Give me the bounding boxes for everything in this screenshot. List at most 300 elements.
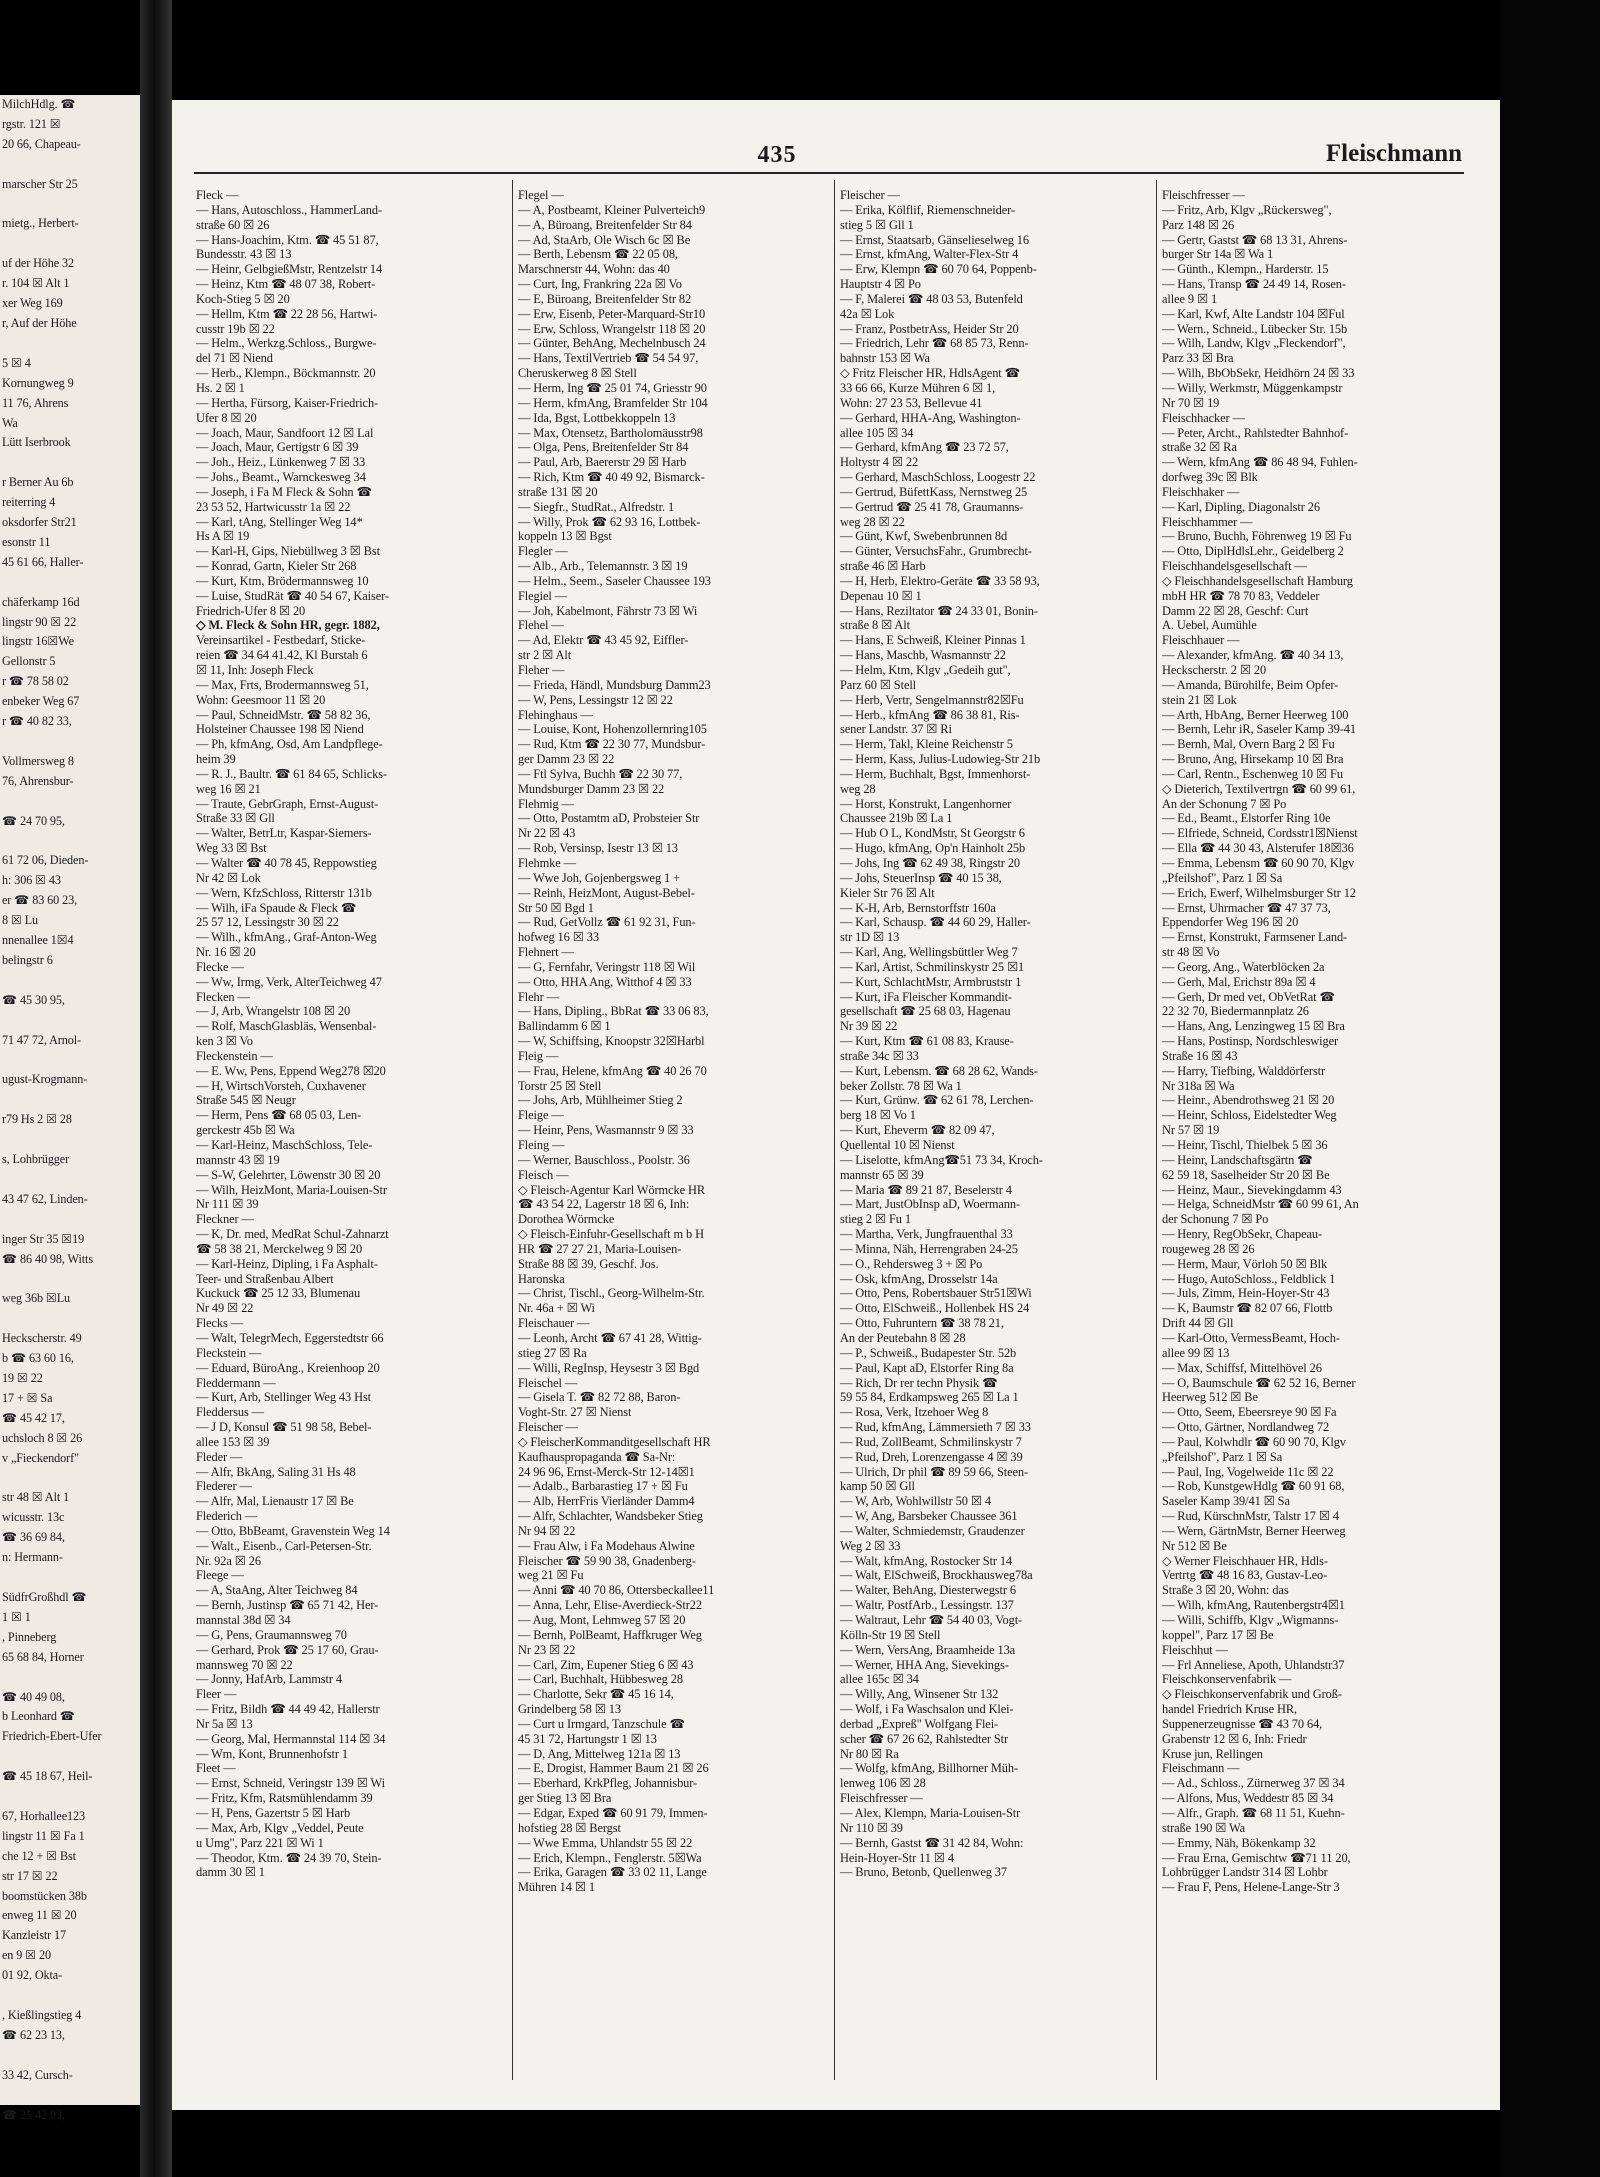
directory-entry-line: 24 96 96, Ernst-Merck-Str 12-14☒1: [518, 1464, 695, 1479]
adjacent-page-line: ☎ 62 23 13,: [2, 2027, 65, 2042]
adjacent-page-fragment: [0, 95, 140, 2122]
directory-entry-line: Fleischauer —: [518, 1316, 590, 1331]
directory-entry-line: stieg 5 ☒ Gll 1: [840, 217, 914, 232]
entry-column-3: [840, 188, 1142, 2078]
directory-entry-line: — Fritz, Kfm, Ratsmühlendamm 39: [196, 1791, 373, 1806]
directory-entry-line: Nr 23 ☒ 22: [518, 1642, 576, 1657]
directory-entry-line: — Charlotte, Sekr ☎ 45 16 14,: [518, 1687, 674, 1702]
directory-entry-line: — Rud, GetVollz ☎ 61 92 31, Fun-: [518, 915, 696, 930]
adjacent-page-line: ☎ 25 42 03,: [2, 2107, 65, 2122]
directory-entry-line: straße 131 ☒ 20: [518, 484, 598, 499]
directory-entry-line: — Wilh., kfmAng., Graf-Anton-Weg: [196, 930, 377, 945]
directory-entry-line: Fleder —: [196, 1449, 243, 1464]
directory-entry-line: — Rolf, MaschGlasbläs, Wensenbal-: [196, 1019, 377, 1034]
directory-entry-line: — Hans, Autoschloss., HammerLand-: [196, 202, 382, 217]
directory-entry-line: derbad „Expreß" Wolfgang Flei-: [840, 1716, 999, 1731]
entry-column-2: [518, 188, 820, 2078]
directory-entry-line: — S-W, Gelehrter, Löwenstr 30 ☒ 20: [196, 1167, 381, 1182]
adjacent-page-line: en 9 ☒ 20: [2, 1948, 51, 1963]
page-number: 435: [757, 142, 797, 168]
adjacent-page-line: [0, 1210, 140, 1230]
directory-entry-line: — Edgar, Exped ☎ 60 91 79, Immen-: [518, 1805, 708, 1820]
adjacent-page-line: MilchHdlg. ☎: [2, 97, 76, 111]
directory-entry-line: — Hugo, AutoSchloss., Feldblick 1: [1162, 1271, 1336, 1286]
directory-entry-line: — Joach, Maur, Sandfoort 12 ☒ Lal: [196, 425, 374, 440]
adjacent-page-line: wicusstr. 13c: [2, 1510, 65, 1525]
directory-entry-line: — Hans, Maschb, Wasmannstr 22: [840, 648, 1006, 663]
directory-entry-line: Koch-Stieg 5 ☒ 20: [196, 291, 290, 306]
directory-entry-line: — Ad., Schloss., Zürnerweg 37 ☒ 34: [1162, 1776, 1345, 1791]
directory-entry-line: beker Zollstr. 78 ☒ Wa 1: [840, 1078, 962, 1093]
adjacent-page-line: marscher Str 25: [2, 176, 78, 191]
directory-entry-line: — Erich, Klempn., Fenglerstr. 5☒Wa: [518, 1850, 702, 1865]
directory-entry-line: — W, Schiffsing, Knoopstr 32☒Harbl: [518, 1034, 705, 1049]
directory-entry-line: — Rud, Dreh, Lorenzengasse 4 ☒ 39: [840, 1449, 1023, 1464]
adjacent-page-line: Kanzleistr 17: [2, 1928, 67, 1943]
directory-entry-line: — Wern, KfzSchloss, Ritterstr 131b: [196, 885, 372, 900]
directory-entry-line: Marschnerstr 44, Wohn: das 40: [518, 262, 670, 277]
directory-entry-line: — Johs, SteuerInsp ☎ 40 15 38,: [840, 870, 1002, 885]
adjacent-page-line: [0, 2046, 140, 2066]
adjacent-page-line: mietg., Herbert-: [2, 216, 79, 231]
directory-entry-line: — Carl, Buchhalt, Hübbesweg 28: [518, 1672, 683, 1687]
adjacent-page-line: nnenallee 1☒4: [2, 933, 74, 948]
directory-entry-line: Ufer 8 ☒ 20: [196, 410, 257, 425]
directory-entry-line: — K, Baumstr ☎ 82 07 66, Flottb: [1162, 1301, 1333, 1316]
directory-entry-line: Fleck —: [196, 188, 239, 202]
column-separator: [512, 180, 513, 2080]
adjacent-page-line: , Pinneberg: [2, 1629, 57, 1644]
directory-entry-line: 22 32 70, Biedermannplatz 26: [1162, 1004, 1309, 1019]
directory-entry-line: — Ernst, kfmAng, Walter-Flex-Str 4: [840, 247, 1019, 262]
directory-entry-line: — Eduard, BüroAng., Kreienhoop 20: [196, 1360, 380, 1375]
directory-entry-line: ◇ Fleischkonservenfabrik und Groß-: [1162, 1687, 1342, 1702]
directory-entry-line: ◇ FleischerKommanditgesellschaft HR: [518, 1434, 711, 1449]
directory-entry-line: Fleischmann —: [1162, 1761, 1240, 1776]
directory-entry-line: ◇ M. Fleck & Sohn HR, gegr. 1882,: [196, 618, 380, 633]
directory-entry-line: Flehinghaus —: [518, 707, 593, 722]
directory-entry-line: Fleischel —: [518, 1375, 578, 1390]
directory-entry-line: — Arth, HbAng, Berner Heerweg 100: [1162, 707, 1349, 722]
directory-entry-line: — O, Baumschule ☎ 62 52 16, Berner: [1162, 1375, 1356, 1390]
adjacent-page-line: [0, 453, 140, 473]
directory-entry-line: — W, Arb, Wohlwillstr 50 ☒ 4: [840, 1494, 991, 1509]
directory-entry-line: Nr. 16 ☒ 20: [196, 945, 256, 960]
adjacent-page-line: [0, 832, 140, 852]
directory-entry-line: — Walter, BetrLtr, Kaspar-Siemers-: [196, 826, 372, 841]
directory-entry-line: — Frieda, Händl, Mundsburg Damm23: [518, 677, 711, 692]
directory-entry-line: — Günth., Klempn., Harderstr. 15: [1162, 262, 1329, 277]
directory-entry-line: Nr 42 ☒ Lok: [196, 870, 261, 885]
adjacent-page-line: ☎ 36 69 84,: [2, 1530, 65, 1545]
directory-entry-line: — P., Schweiß., Budapester Str. 52b: [840, 1345, 1017, 1360]
adjacent-page-line: ☎ 45 30 95,: [2, 992, 65, 1007]
directory-entry-line: Heckscherstr. 2 ☒ 20: [1162, 663, 1267, 677]
directory-entry-line: — Karl, Artist, Schmilinskystr 25 ☒1: [840, 959, 1025, 974]
adjacent-page-line: ☎ 24 70 95,: [2, 813, 65, 828]
directory-entry-line: — D, Ang, Mittelweg 121a ☒ 13: [518, 1746, 681, 1761]
directory-entry-line: — Hellm, Ktm ☎ 22 28 56, Hartwi-: [196, 306, 378, 321]
directory-entry-line: — Aug, Mont, Lehmweg 57 ☒ 20: [518, 1613, 686, 1627]
directory-entry-line: damm 30 ☒ 1: [196, 1865, 265, 1880]
directory-entry-line: — Leonh, Archt ☎ 67 41 28, Wittig-: [518, 1330, 702, 1345]
directory-entry-line: Parz 60 ☒ Stell: [840, 677, 917, 692]
directory-entry-line: Damm 22 ☒ 28, Geschf: Curt: [1162, 603, 1309, 618]
directory-entry-line: Nr 70 ☒ 19: [1162, 395, 1220, 410]
adjacent-page-line: che 12 + ☒ Bst: [2, 1848, 76, 1863]
directory-entry-line: — Walt., Eisenb., Carl-Petersen-Str.: [196, 1538, 372, 1553]
directory-entry-line: burger Str 14a ☒ Wa 1: [1162, 247, 1274, 262]
directory-entry-line: weg 16 ☒ 21: [196, 781, 261, 796]
directory-entry-line: — Bernh, Gastst ☎ 31 42 84, Wohn:: [840, 1835, 1024, 1850]
adjacent-page-line: [0, 155, 140, 175]
directory-entry-line: — Heinr, Tischl, Thielbek 5 ☒ 36: [1162, 1138, 1328, 1152]
directory-entry-line: — Wern, VersAng, Braamheide 13a: [840, 1642, 1016, 1657]
directory-entry-line: — Heinr, Pens, Wasmannstr 9 ☒ 33: [518, 1123, 694, 1138]
directory-entry-line: — Rosa, Verk, Itzehoer Weg 8: [840, 1405, 989, 1420]
directory-entry-line: — Max, Otensetz, Bartholomäusstr98: [518, 425, 703, 440]
adjacent-page-line: 45 61 66, Haller-: [2, 554, 84, 569]
directory-entry-line: — Anna, Lehr, Elise-Averdieck-Str22: [518, 1598, 702, 1613]
directory-entry-line: — Peter, Archt., Rahlstedter Bahnhof-: [1162, 425, 1349, 440]
directory-entry-line: — Emma, Lebensm ☎ 60 90 70, Klgv: [1162, 855, 1355, 870]
directory-entry-line: — H, WirtschVorsteh, Cuxhavener: [196, 1078, 366, 1093]
directory-entry-line: Fleckstein —: [196, 1345, 262, 1360]
directory-entry-line: — R. J., Baultr. ☎ 61 84 65, Schlicks-: [196, 766, 387, 781]
directory-entry-line: — Gerhard, HHA-Ang, Washington-: [840, 410, 1021, 425]
directory-entry-line: Fleischhut —: [1162, 1642, 1228, 1657]
adjacent-page-line: r79 Hs 2 ☒ 28: [2, 1112, 72, 1127]
directory-entry-line: — Max, Frts, Brodermannsweg 51,: [196, 677, 369, 692]
directory-entry-line: — Heinz, Maur., Sievekingdamm 43: [1162, 1182, 1342, 1197]
entry-column-4: [1162, 188, 1464, 2078]
directory-entry-line: weg 28: [840, 781, 876, 796]
directory-entry-line: — Rud, KürschnMstr, Talstr 17 ☒ 4: [1162, 1509, 1339, 1524]
directory-entry-line: — Elfriede, Schneid, Cordsstr1☒Nienst: [1162, 826, 1358, 841]
directory-entry-line: mbH HR ☎ 78 70 83, Veddeler: [1162, 588, 1320, 603]
directory-entry-line: 59 55 84, Erdkampsweg 265 ☒ La 1: [840, 1390, 1019, 1405]
directory-entry-line: — Hans, Postinsp, Nordschleswiger: [1162, 1034, 1339, 1049]
adjacent-page-line: lingstr 16☒We: [2, 634, 74, 649]
directory-entry-line: Fleet —: [196, 1761, 236, 1776]
directory-entry-line: — Rich, Dr rer techn Physik ☎: [840, 1375, 998, 1390]
adjacent-page-line: ☎ 40 49 08,: [2, 1689, 65, 1704]
directory-entry-line: — Gerh, Dr med vet, ObVetRat ☎: [1162, 989, 1335, 1004]
directory-entry-line: — Reinh, HeizMont, August-Bebel-: [518, 885, 695, 900]
directory-entry-line: — A, Postbeamt, Kleiner Pulverteich9: [518, 202, 706, 217]
directory-entry-line: — Theodor, Ktm. ☎ 24 39 70, Stein-: [196, 1850, 382, 1865]
directory-entry-line: — Gertr, Gastst ☎ 68 13 31, Ahrens-: [1162, 232, 1348, 247]
directory-entry-line: — Heinz, Ktm ☎ 48 07 38, Robert-: [196, 277, 376, 292]
directory-entry-line: — Liselotte, kfmAng☎51 73 34, Kroch-: [840, 1152, 1043, 1167]
directory-entry-line: Fleischhammer —: [1162, 514, 1253, 529]
directory-entry-line: — E, Drogist, Hammer Baum 21 ☒ 26: [518, 1761, 709, 1776]
directory-entry-line: — Willy, Prok ☎ 62 93 16, Lottbek-: [518, 514, 701, 529]
directory-entry-line: 23 53 52, Hartwicusstr 1a ☒ 22: [196, 499, 351, 514]
directory-entry-line: — Alfr., Graph. ☎ 68 11 51, Kuehn-: [1162, 1805, 1345, 1820]
directory-entry-line: — E, Büroang, Breitenfelder Str 82: [518, 291, 692, 306]
directory-entry-line: ger Damm 23 ☒ 22: [518, 752, 615, 767]
directory-entry-line: — Walter, Schmiedemstr, Graudenzer: [840, 1523, 1025, 1538]
directory-entry-line: mannsweg 70 ☒ 22: [196, 1657, 293, 1672]
adjacent-page-line: 65 68 84, Horner: [2, 1649, 84, 1664]
directory-entry-line: reien ☎ 34 64 41.42, Kl Burstah 6: [196, 648, 368, 663]
adjacent-page-line: xer Weg 169: [2, 296, 63, 311]
directory-entry-line: — Joh, Kabelmont, Fährstr 73 ☒ Wi: [518, 603, 698, 618]
directory-entry-line: — Paul, Ing, Vogelweide 11c ☒ 22: [1162, 1464, 1334, 1479]
adjacent-page-line: er ☎ 83 60 23,: [2, 893, 78, 908]
directory-entry-line: — Eberhard, KrkPfleg, Johannisbur-: [518, 1776, 698, 1791]
directory-entry-line: — K-H, Arb, Bernstorffstr 160a: [840, 900, 996, 915]
directory-entry-line: 25 57 12, Lessingstr 30 ☒ 22: [196, 915, 339, 930]
directory-entry-line: — Karl, tAng, Stellinger Weg 14*: [196, 514, 363, 529]
directory-entry-line: mannstr 43 ☒ 19: [196, 1152, 280, 1167]
directory-entry-line: — Joach, Maur, Gertigstr 6 ☒ 39: [196, 440, 359, 455]
directory-entry-line: — Helm., Werkzg.Schloss., Burgwe-: [196, 336, 377, 351]
directory-entry-line: — Walt, ElSchweiß, Brockhausweg78a: [840, 1568, 1033, 1583]
adjacent-page-line: [0, 1051, 140, 1071]
adjacent-page-line: weg 36b ☒Lu: [2, 1291, 71, 1306]
directory-entry-line: — Werner, HHA Ang, Sievekings-: [840, 1657, 1009, 1672]
directory-entry-line: Fleischhacker —: [1162, 410, 1245, 425]
directory-entry-line: Hs A ☒ 19: [196, 529, 250, 544]
directory-entry-line: — Wilh, BbObSekr, Heidhörn 24 ☒ 33: [1162, 366, 1355, 381]
directory-entry-line: — Bernh, Justinsp ☎ 65 71 42, Her-: [196, 1598, 379, 1613]
adjacent-page-line: Kornungweg 9: [2, 375, 74, 390]
directory-entry-line: — Ad, StaArb, Ole Wisch 6c ☒ Be: [518, 232, 691, 247]
directory-entry-line: — Erika, Garagen ☎ 33 02 11, Lange: [518, 1865, 707, 1880]
directory-entry-line: stieg 27 ☒ Ra: [518, 1345, 587, 1360]
adjacent-page-line: r ☎ 78 58 02: [2, 674, 69, 689]
directory-entry-line: — J, Arb, Wrangelstr 108 ☒ 20: [196, 1004, 351, 1019]
adjacent-page-line: v „Fieckendorf": [2, 1450, 79, 1465]
directory-entry-line: allee 165c ☒ 34: [840, 1672, 919, 1687]
adjacent-page-line: r, Auf der Höhe: [2, 315, 77, 330]
adjacent-page-line: [0, 1090, 140, 1110]
directory-entry-line: ger Stieg 13 ☒ Bra: [518, 1791, 612, 1806]
directory-entry-line: kamp 50 ☒ Gll: [840, 1479, 915, 1494]
adjacent-page-line: [0, 1747, 140, 1767]
directory-entry-line: Fleher —: [518, 663, 565, 677]
directory-entry-line: — Rud, ZollBeamt, Schmilinskystr 7: [840, 1434, 1022, 1449]
directory-entry-line: — Otto, Fuhruntern ☎ 38 78 21,: [840, 1316, 1004, 1331]
directory-entry-line: u Umg", Parz 221 ☒ Wi 1: [196, 1835, 324, 1850]
adjacent-page-line: ☎ 45 42 17,: [2, 1410, 65, 1425]
directory-entry-line: 42a ☒ Lok: [840, 306, 895, 321]
directory-entry-line: Nr 80 ☒ Ra: [840, 1746, 899, 1761]
directory-entry-line: — Herm, kfmAng, Bramfelder Str 104: [518, 395, 708, 410]
directory-entry-line: — Christ, Tischl., Georg-Wilhelm-Str.: [518, 1286, 705, 1301]
adjacent-page-line: Heckscherstr. 49: [2, 1331, 82, 1346]
directory-entry-line: Nr 5a ☒ 13: [196, 1716, 253, 1731]
directory-entry-line: — Ww, Irmg, Verk, AlterTeichweg 47: [196, 974, 382, 989]
directory-entry-line: — Helga, SchneidMstr ☎ 60 99 61, An: [1162, 1197, 1359, 1212]
directory-entry-line: — Martha, Verk, Jungfrauenthal 33: [840, 1227, 1013, 1242]
adjacent-page-line: r Berner Au 6b: [2, 475, 74, 490]
directory-entry-line: — W, Pens, Lessingstr 12 ☒ 22: [518, 692, 673, 707]
directory-entry-line: — Wolfg, kfmAng, Billhorner Müh-: [840, 1761, 1018, 1776]
directory-entry-line: — Hans, Transp ☎ 24 49 14, Rosen-: [1162, 277, 1346, 292]
directory-entry-line: — F, Malerei ☎ 48 03 53, Butenfeld: [840, 291, 1023, 306]
directory-entry-line: Dorothea Wörmcke: [518, 1212, 615, 1227]
adjacent-page-line: [0, 1170, 140, 1190]
directory-entry-line: dorfweg 39c ☒ Blk: [1162, 470, 1258, 485]
directory-entry-line: — E. Ww, Pens, Eppend Weg278 ☒20: [196, 1063, 386, 1078]
directory-entry-line: — Mart, JustObInsp aD, Woermann-: [840, 1197, 1021, 1212]
directory-entry-line: — Frau Erna, Gemischtw ☎71 11 20,: [1162, 1850, 1351, 1865]
directory-entry-line: ☎ 43 54 22, Lagerstr 18 ☒ 6, Inh:: [518, 1197, 690, 1212]
adjacent-page-line: [0, 971, 140, 991]
directory-entry-line: lenweg 106 ☒ 28: [840, 1776, 926, 1791]
directory-entry-line: — Anni ☎ 40 70 86, Ottersbeckallee11: [518, 1583, 715, 1598]
directory-entry-line: Fleischhaker —: [1162, 484, 1240, 499]
directory-entry-line: — Erw, Schloss, Wrangelstr 118 ☒ 20: [518, 321, 706, 336]
directory-entry-line: — Max, Schiffsf, Mittelhövel 26: [1162, 1360, 1322, 1375]
adjacent-page-line: 43 47 62, Linden-: [2, 1191, 88, 1206]
directory-entry-line: Hauptstr 4 ☒ Po: [840, 277, 921, 292]
directory-entry-line: Fleddersus —: [196, 1405, 264, 1420]
directory-entry-line: — Friedrich, Lehr ☎ 68 85 73, Renn-: [840, 336, 1029, 351]
directory-entry-line: — Amanda, Bürohilfe, Beim Opfer-: [1162, 677, 1339, 692]
directory-entry-line: — Heinr, Landschaftsgärtn ☎: [1162, 1152, 1313, 1167]
directory-entry-line: A. Uebel, Aumühle: [1162, 618, 1257, 633]
directory-entry-line: — Walter, BehAng, Diesterwegstr 6: [840, 1583, 1016, 1598]
directory-entry-line: — Franz, PostbetrAss, Heider Str 20: [840, 321, 1019, 336]
directory-entry-line: Wohn: 27 23 53, Bellevue 41: [840, 395, 983, 410]
directory-entry-line: stieg 2 ☒ Fu 1: [840, 1212, 911, 1227]
directory-entry-line: — Alfr, Schlachter, Wandsbeker Stieg: [518, 1509, 703, 1524]
directory-entry-line: — Paul, SchneidMstr. ☎ 58 82 36,: [196, 707, 371, 722]
directory-entry-line: — Jonny, HafArb, Lammstr 4: [196, 1672, 342, 1687]
directory-entry-line: Fleischkonservenfabrik —: [1162, 1672, 1292, 1687]
directory-entry-line: — Kurt, Ktm ☎ 61 08 83, Krause-: [840, 1034, 1014, 1049]
directory-entry-line: Nr. 46a + ☒ Wi: [518, 1301, 595, 1316]
directory-entry-line: — Siegfr., StudRat., Alfredstr. 1: [518, 499, 675, 514]
directory-entry-line: bahnstr 153 ☒ Wa: [840, 351, 930, 366]
directory-entry-line: — Helm, Ktm, Klgv „Gedeih gut",: [840, 663, 1011, 677]
directory-entry-line: — Paul, Kapt aD, Elstorfer Ring 8a: [840, 1360, 1014, 1375]
adjacent-page-line: 71 47 72, Arnol-: [2, 1032, 81, 1047]
directory-entry-line: gerckestr 45b ☒ Wa: [196, 1123, 295, 1138]
directory-entry-line: — Günt, Kwf, Swebenbrunnen 8d: [840, 529, 1008, 544]
directory-entry-line: — Fritz, Arb, Klgv „Rückersweg",: [1162, 202, 1332, 217]
directory-entry-line: — Walt, kfmAng, Rostocker Str 14: [840, 1553, 1013, 1568]
directory-entry-line: 33 66 66, Kurze Mühren 6 ☒ 1,: [840, 380, 996, 395]
directory-entry-line: mannstr 65 ☒ 39: [840, 1167, 924, 1182]
directory-entry-line: — Wilh, Landw, Klgv „Fleckendorf",: [1162, 336, 1346, 351]
directory-entry-line: Kuckuck ☎ 25 12 33, Blumenau: [196, 1286, 361, 1301]
directory-entry-line: — Frau F, Pens, Helene-Lange-Str 3: [1162, 1880, 1340, 1895]
directory-entry-line: straße 32 ☒ Ra: [1162, 440, 1237, 455]
directory-entry-line: — Henry, RegObSekr, Chapeau-: [1162, 1227, 1323, 1242]
directory-entry-line: rougeweg 28 ☒ 26: [1162, 1241, 1255, 1256]
directory-entry-line: — Erich, Ewerf, Wilhelmsburger Str 12: [1162, 885, 1356, 900]
directory-entry-line: Straße 88 ☒ 39, Geschf. Jos.: [518, 1256, 659, 1271]
directory-entry-line: koppel", Parz 17 ☒ Be: [1162, 1627, 1274, 1642]
directory-entry-line: Quellental 10 ☒ Nienst: [840, 1138, 955, 1152]
directory-entry-line: Chaussee 219b ☒ La 1: [840, 811, 953, 826]
directory-entry-line: Fleischer —: [840, 188, 900, 202]
directory-entry-line: gesellschaft ☎ 25 68 03, Hagenau: [840, 1004, 1011, 1019]
directory-entry-line: — Wolf, i Fa Waschsalon und Klei-: [840, 1702, 1014, 1717]
directory-entry-line: Lohbrügger Landstr 314 ☒ Lohbr: [1162, 1865, 1328, 1880]
directory-entry-line: — Gisela T. ☎ 82 72 88, Baron-: [518, 1390, 681, 1405]
directory-entry-line: — Rich, Ktm ☎ 40 49 92, Bismarck-: [518, 470, 705, 485]
directory-entry-line: — Wm, Kont, Brunnenhofstr 1: [196, 1746, 348, 1761]
adjacent-page-line: 61 72 06, Dieden-: [2, 853, 89, 868]
directory-entry-line: — Hans-Joachim, Ktm. ☎ 45 51 87,: [196, 232, 379, 247]
adjacent-page-line: 01 92, Okta-: [2, 1968, 63, 1983]
directory-entry-line: allee 105 ☒ 34: [840, 425, 914, 440]
directory-entry-line: — Willy, Ang, Winsener Str 132: [840, 1687, 999, 1702]
adjacent-page-line: [0, 2086, 140, 2106]
directory-entry-line: Vertrtg ☎ 48 16 83, Gustav-Leo-: [1162, 1568, 1328, 1583]
directory-entry-line: Wohn: Geesmoor 11 ☒ 20: [196, 692, 326, 707]
directory-entry-line: — Walter ☎ 40 78 45, Reppowstieg: [196, 855, 377, 870]
adjacent-page-line: [0, 1469, 140, 1489]
adjacent-page-line: [0, 1668, 140, 1688]
directory-entry-line: — Frau, Helene, kfmAng ☎ 40 26 70: [518, 1063, 707, 1078]
directory-entry-line: — Erw, Eisenb, Peter-Marquard-Str10: [518, 306, 706, 321]
directory-entry-line: — Erw, Klempn ☎ 60 70 64, Poppenb-: [840, 262, 1037, 277]
directory-entry-line: — Georg, Ang., Waterblöcken 2a: [1162, 959, 1325, 974]
directory-entry-line: — Gerhard, MaschSchloss, Loogestr 22: [840, 470, 1036, 485]
adjacent-page-line: lingstr 90 ☒ 22: [2, 614, 77, 629]
directory-entry-line: — Waltraut, Lehr ☎ 54 40 03, Vogt-: [840, 1613, 1023, 1627]
directory-entry-line: — Johs, Ing ☎ 62 49 38, Ringstr 20: [840, 855, 1021, 870]
directory-entry-line: — Otto, Gärtner, Nordlandweg 72: [1162, 1420, 1330, 1435]
adjacent-page-line: [0, 573, 140, 593]
adjacent-page-line: [0, 1269, 140, 1289]
directory-entry-line: — Kurt, iFa Fleischer Kommandit-: [840, 989, 1012, 1004]
directory-entry-line: — Johs., Beamt., Warnckesweg 34: [196, 470, 366, 485]
directory-entry-line: — Hans, E Schweiß, Kleiner Pinnas 1: [840, 633, 1026, 648]
adjacent-page-line: belingstr 6: [2, 952, 53, 967]
column-separator: [1156, 180, 1157, 2080]
adjacent-page-line: 19 ☒ 22: [2, 1371, 43, 1385]
directory-entry-line: — Maria ☎ 89 21 87, Beselerstr 4: [840, 1182, 1012, 1197]
directory-entry-line: — Hub O L, KondMstr, St Georgstr 6: [840, 826, 1025, 841]
directory-entry-line: — Otto, DiplHdlsLehr., Geidelberg 2: [1162, 544, 1344, 559]
directory-entry-line: — Karl, Ang, Wellingsbüttler Weg 7: [840, 945, 1018, 960]
directory-entry-line: Flegel —: [518, 188, 564, 202]
directory-entry-line: — Paul, Kolwhdlr ☎ 60 90 70, Klgv: [1162, 1434, 1346, 1449]
directory-entry-line: — Herm, Ing ☎ 25 01 74, Griesstr 90: [518, 380, 707, 395]
directory-entry-line: — Heinr, GelbgießMstr, Rentzelstr 14: [196, 262, 383, 277]
directory-entry-line: — Wern., Schneid., Lübecker Str. 15b: [1162, 321, 1348, 336]
directory-entry-line: Straße 545 ☒ Neugr: [196, 1093, 296, 1108]
directory-entry-line: Flecke —: [196, 959, 244, 974]
directory-entry-line: der Schonung 7 ☒ Po: [1162, 1212, 1269, 1227]
directory-entry-line: Flegiel —: [518, 588, 568, 603]
directory-entry-line: Grabenstr 12 ☒ 6, Inh: Friedr: [1162, 1731, 1307, 1746]
directory-entry-line: mannstal 38d ☒ 34: [196, 1613, 291, 1627]
directory-entry-line: — Karl, Kwf, Alte Landstr 104 ☒Ful: [1162, 306, 1345, 321]
directory-entry-line: — Herm, Kass, Julius-Ludowieg-Str 21b: [840, 752, 1041, 767]
adjacent-page-line: Wa: [2, 415, 18, 430]
directory-entry-line: — Bruno, Buchh, Föhrenweg 19 ☒ Fu: [1162, 529, 1352, 544]
directory-entry-line: — Otto, ElSchweiß., Hollenbek HS 24: [840, 1301, 1030, 1316]
directory-entry-line: — Gertrud, BüfettKass, Nernstweg 25: [840, 484, 1028, 499]
directory-page: [172, 100, 1500, 2110]
directory-entry-line: — Konrad, Gartn, Kieler Str 268: [196, 559, 357, 574]
directory-entry-line: — Johs, Arb, Mühlheimer Stieg 2: [518, 1093, 683, 1108]
directory-entry-line: ◇ Dieterich, Textilvertrgn ☎ 60 99 61,: [1162, 781, 1356, 796]
adjacent-page-line: enweg 11 ☒ 20: [2, 1908, 77, 1923]
directory-entry-line: — Willi, RegInsp, Heysestr 3 ☒ Bgd: [518, 1360, 700, 1375]
directory-entry-line: Nr. 92a ☒ 26: [196, 1553, 261, 1568]
adjacent-page-line: s, Lohbrügger: [2, 1152, 70, 1167]
